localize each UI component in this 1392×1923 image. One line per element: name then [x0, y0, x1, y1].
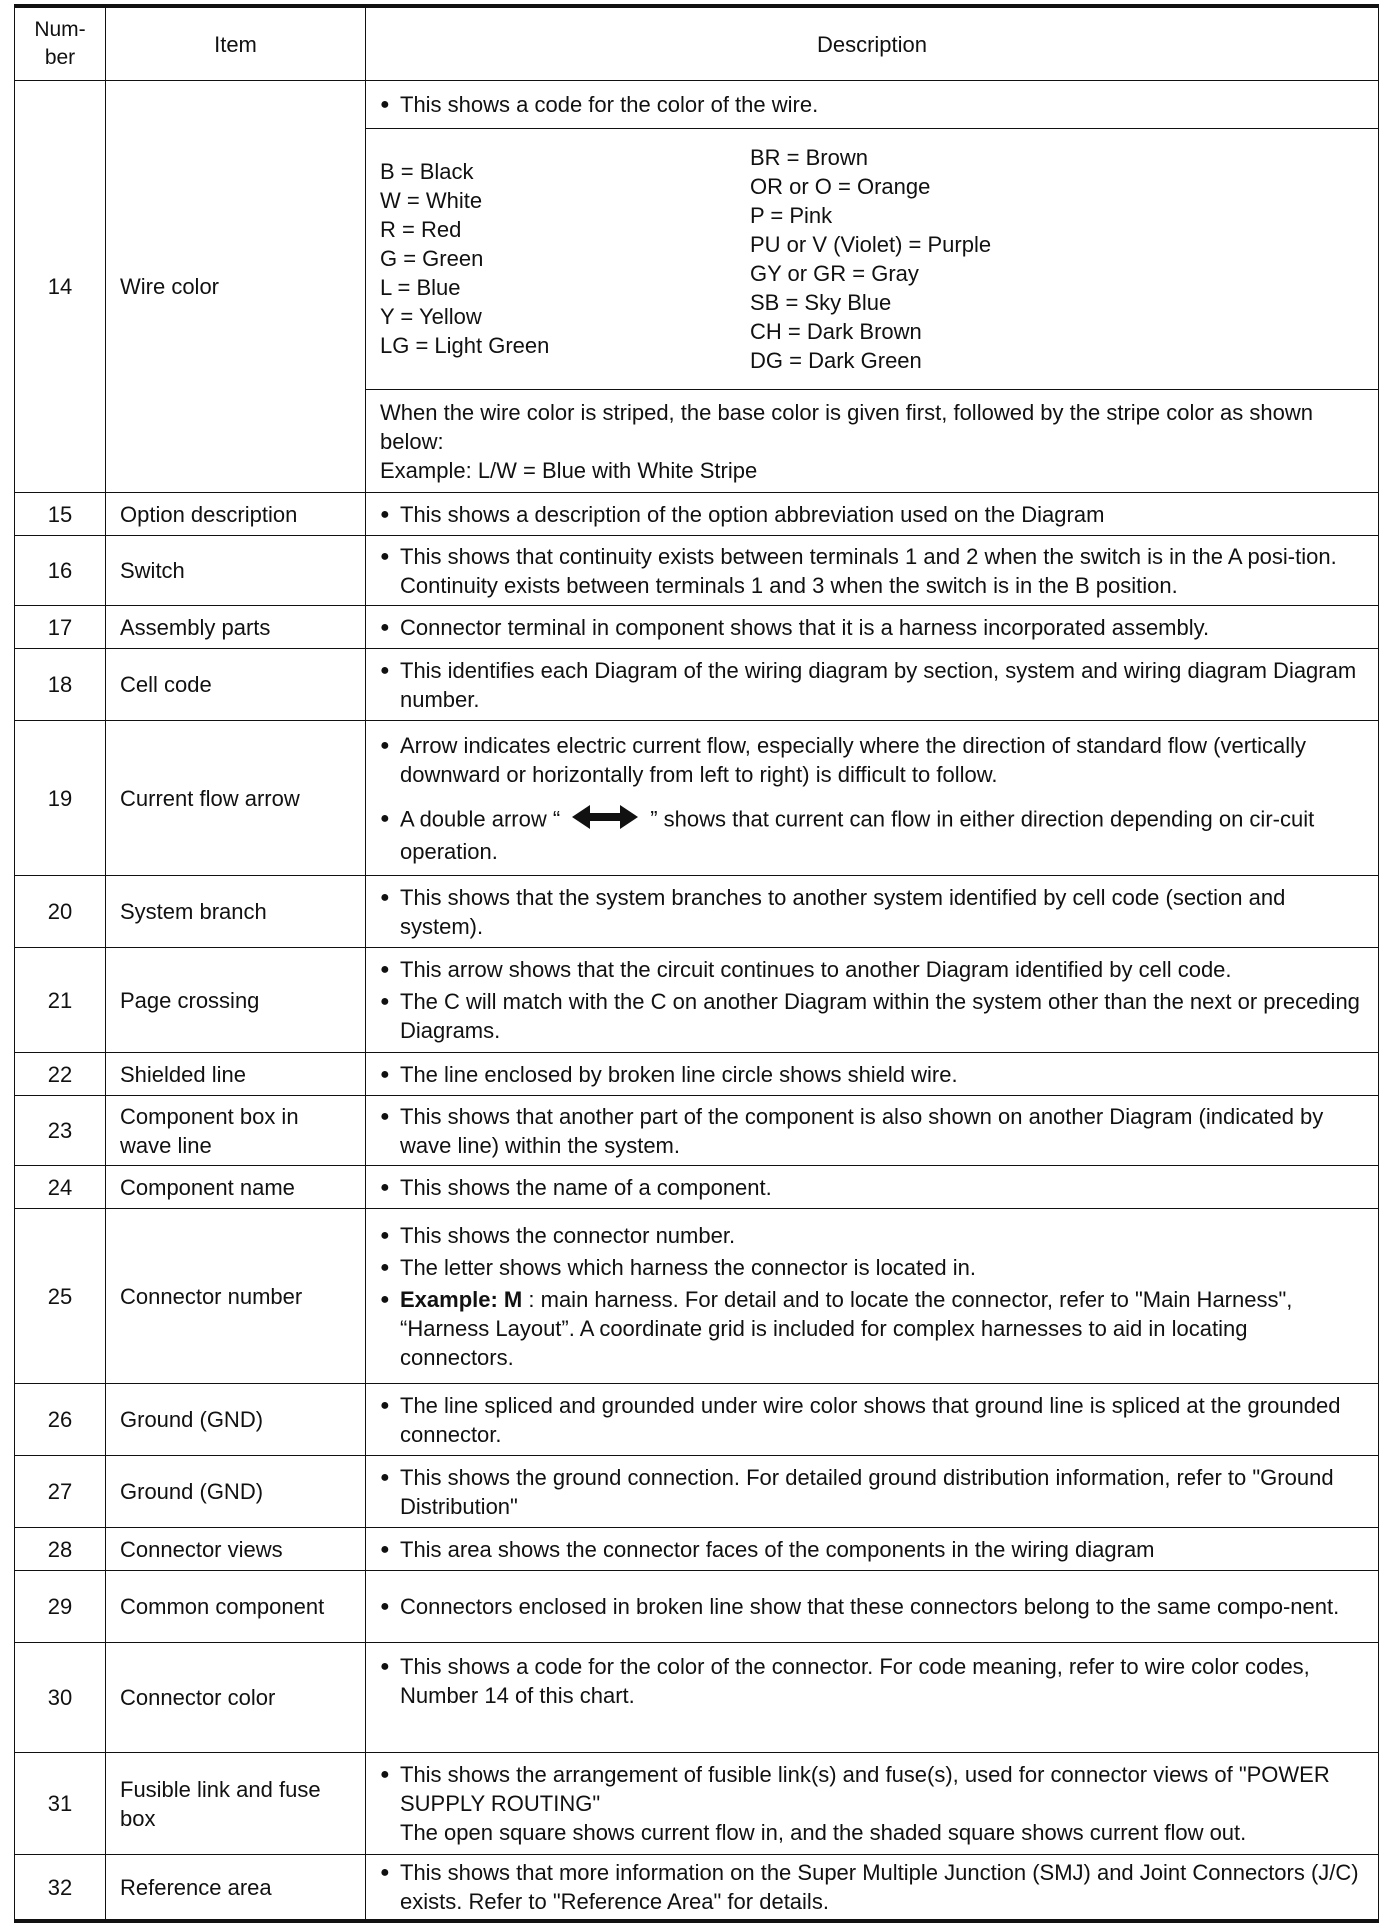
- table-row: 28 Connector views ● This area shows the connector faces of the components in the wiring diagram: [15, 1528, 1379, 1571]
- table-row: 22 Shielded line ● The line enclosed by broken line circle shows shield wire.: [15, 1053, 1379, 1096]
- table-row: 27 Ground (GND) ● This shows the ground connection. For detailed ground distribution information, refer to "Ground Distribution": [15, 1456, 1379, 1528]
- bullet-icon: ●: [380, 1226, 390, 1244]
- table-row: 31 Fusible link and fuse box ● This shows the arrangement of fusible link(s) and fuse(s), used for connector views of "POWER SUPPLY ROUTING" The open square shows current flow in, and the shaded square shows current flow out.: [15, 1753, 1379, 1855]
- header-number: Num- ber: [15, 6, 106, 81]
- bullet-icon: ●: [380, 1540, 390, 1558]
- bullet-icon: ●: [380, 1396, 390, 1414]
- table-row: 30 Connector color ● This shows a code for the color of the connector. For code meaning, refer to wire color codes, Number 14 of this chart.: [15, 1643, 1379, 1753]
- bullet-icon: ●: [380, 96, 390, 113]
- bullet-icon: ●: [380, 618, 390, 636]
- bullet-icon: ●: [380, 1766, 390, 1783]
- row-item: Wire color: [106, 81, 366, 493]
- table-row: 23 Component box in wave line ● This shows that another part of the component is also shown on another Diagram (indicated by wave line) within the system.: [15, 1096, 1379, 1166]
- table-row: 19 Current flow arrow ● Arrow indicates electric current flow, especially where the direction of standard flow (vertically downward or horizontally from left to right) is difficult to follow. ● A double arrow “ ” shows that current can flow in either direction depending on cir-cuit operation.: [15, 721, 1379, 876]
- bullet-icon: ●: [380, 1107, 390, 1125]
- color-list-left: B = Black W = White R = Red G = Green L = Blue Y = Yellow LG = Light Green: [380, 159, 550, 358]
- table-row: 25 Connector number ● This shows the connector number. ● The letter shows which harness the connector is located in. ● Example: M : main harness. For detail and to locate the connector, refer to "Main Harness", “Harness Layout”. A coordinate grid is included for complex harnesses to aid in locating connectors.: [15, 1209, 1379, 1384]
- bullet-icon: ●: [380, 1290, 390, 1308]
- stripe-description: When the wire color is striped, the base color is given first, followed by the stripe color as shown below: Example: L/W = Blue with White Stripe: [366, 390, 1379, 493]
- header-row: [15, 6, 1379, 81]
- table-row: 29 Common component ● Connectors enclosed in broken line show that these connectors belong to the same compo-nent.: [15, 1571, 1379, 1643]
- bullet-icon: ●: [380, 888, 390, 906]
- bullet-icon: ●: [380, 1065, 390, 1083]
- table-row: 21 Page crossing ● This arrow shows that the circuit continues to another Diagram identified by cell code. ● The C will match with the C on another Diagram within the system other than the next or preceding Diagrams.: [15, 948, 1379, 1053]
- bullet-icon: ●: [380, 505, 390, 523]
- header-item: Item: [106, 6, 366, 81]
- bullet-icon: ●: [380, 1178, 390, 1196]
- bullet-icon: ●: [380, 547, 390, 565]
- table-row: 16 Switch ● This shows that continuity exists between terminals 1 and 2 when the switch is in the A posi-tion. Continuity exists between terminals 1 and 3 when the switch is in the B position.: [15, 536, 1379, 606]
- bullet-icon: ●: [380, 1864, 390, 1881]
- table-row: 15 Option description ● This shows a description of the option abbreviation used on the Diagram: [15, 493, 1379, 536]
- bullet-icon: ●: [380, 1598, 390, 1615]
- bullet-icon: ●: [380, 736, 390, 754]
- color-codes: [366, 129, 1379, 390]
- bullet-icon: ●: [380, 1658, 390, 1675]
- table-row: 32 Reference area ● This shows that more information on the Super Multiple Junction (SMJ) and Joint Connectors (J/C) exists. Refer to "Reference Area" for details.: [15, 1855, 1379, 1922]
- table-row: 24 Component name ● This shows the name of a component.: [15, 1166, 1379, 1209]
- table-row: 26 Ground (GND) ● The line spliced and grounded under wire color shows that ground line is spliced at the grounded connector.: [15, 1384, 1379, 1456]
- color-list-right: BR = Brown OR or O = Orange P = Pink PU or V (Violet) = Purple GY or GR = Gray SB = Sky Blue CH = Dark Brown DG = Dark Green: [750, 145, 992, 373]
- table-row: 20 System branch ● This shows that the system branches to another system identified by cell code (section and system).: [15, 876, 1379, 948]
- row-number: 14: [15, 81, 106, 493]
- header-description: Description: [366, 6, 1379, 81]
- double-arrow-icon: [572, 804, 638, 837]
- bullet-icon: ●: [380, 661, 390, 679]
- bullet-icon: ●: [380, 809, 390, 827]
- table-row: 17 Assembly parts ● Connector terminal in component shows that it is a harness incorporated assembly.: [15, 606, 1379, 649]
- bullet-icon: ●: [380, 961, 390, 978]
- bullet-icon: ●: [380, 1468, 390, 1486]
- table-row: 18 Cell code ● This identifies each Diagram of the wiring diagram by section, system and wiring diagram Diagram number.: [15, 649, 1379, 721]
- bullet-icon: ●: [380, 993, 390, 1010]
- bullet-icon: ●: [380, 1258, 390, 1276]
- table-row: [15, 81, 1379, 129]
- row-description: ● This shows a code for the color of the wire.: [366, 81, 1379, 129]
- legend-table: [14, 4, 1379, 1923]
